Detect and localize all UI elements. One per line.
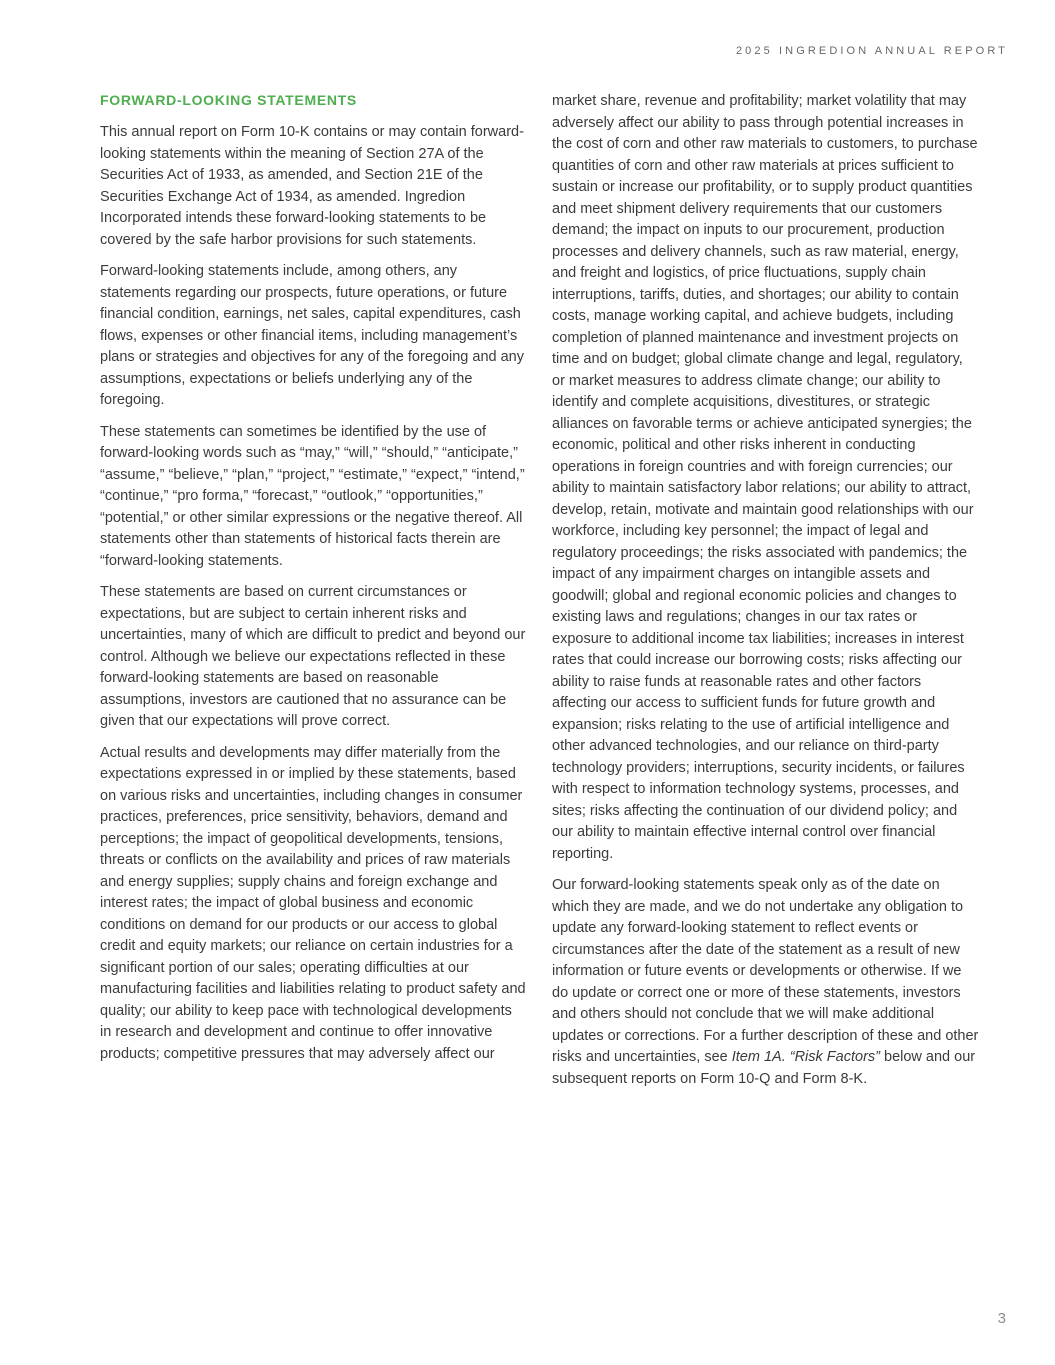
page-number: 3 <box>997 1310 1006 1327</box>
closing-text-pre: Our forward-looking statements speak only as of the date on which they are made, and we do not undertake any obligation to update any forward-looking statement to reflect events or circumstances after the date of the statement as a result of new information or future events or developments or otherwise. If we do update or correct one or more of these statements, investors and others should not conclude that we will make additional updates or corrections. For a further description of these and other risks and uncertainties, see <box>552 877 979 1065</box>
left-paragraph-4: These statements are based on current circumstances or expectations, but are subject to certain inherent risks and uncertainties, many of which are difficult to predict and beyond our control. Although we believe our expectations reflected in these forward-looking statements are based on reasonable assumptions, investors are cautioned that no assurance can be given that our expectations will prove correct. <box>100 584 526 729</box>
left-paragraph-5: Actual results and developments may differ materially from the expectations expressed in or implied by these statements, based on various risks and uncertainties, including changes in consumer practices, preferences, price sensitivity, behaviors, demand and perceptions; the impact of geopolitical developments, tensions, threats or conflicts on the availability and prices of raw materials and energy supplies; supply chains and foreign exchange and interest rates; the impact of global business and economic conditions on demand for our products or our access to global credit and equity markets; our reliance on certain industries for a significant portion of our sales; operating difficulties at our manufacturing facilities and liabilities relating to product safety and quality; our ability to keep pace with technological developments in research and development and continue to offer innovative products; competitive pressures that may adversely affect our <box>100 744 526 1062</box>
closing-text-post: below and our subsequent reports on Form 10-Q and Form 8-K. <box>552 1049 976 1087</box>
right-paragraph-2 <box>552 875 979 1090</box>
left-paragraph-2: Forward-looking statements include, among others, any statements regarding our prospects, future operations, or future financial condition, earnings, net sales, capital expenditures, cash flows, expenses or other financial items, including management’s plans or strategies and objectives for any of the foregoing and any assumptions, expectations or beliefs underlying any of the foregoing. <box>100 263 524 408</box>
closing-text-italic: Item 1A. “Risk Factors” <box>731 1049 880 1065</box>
left-column <box>100 91 527 1090</box>
right-paragraph-1: market share, revenue and profitability; market volatility that may adversely affect our ability to pass through potential increases in the cost of corn and other raw materials to customers, to purchase quantities of corn and other raw materials at prices sufficient to sustain or increase our profitability, or to supply product quantities and meet shipment delivery requirements that our customers demand; the impact on inputs to our procurement, production processes and delivery channels, such as raw material, energy, and freight and logistics, of price fluctuations, supply chain interruptions, tariffs, duties, and shortages; our ability to contain costs, manage working capital, and achieve budgets, including completion of planned maintenance and investment projects on time and on budget; global climate change and legal, regulatory, or market measures to address climate change; our ability to identify and complete acquisitions, divestitures, or strategic alliances on favorable terms or achieve anticipated synergies; the economic, political and other risks inherent in conducting operations in foreign countries and with foreign currencies; our ability to maintain satisfactory labor relations; our ability to attract, develop, retain, motivate and maintain good relationships with our workforce, including key personnel; the impact of legal and regulatory proceedings; the risks associated with pandemics; the impact of any impairment charges on intangible assets and goodwill; global and regional economic policies and changes to existing laws and regulations; changes in our tax rates or exposure to additional income tax liabilities; increases in interest rates that could increase our borrowing costs; risks affecting our ability to raise funds at reasonable rates and other factors affecting our access to sufficient funds for future growth and expansion; risks relating to the use of artificial intelligence and other advanced technologies, and our reliance on third-party technology providers; interruptions, security incidents, or failures with respect to information technology systems, processes, and sites; risks affecting the continuation of our dividend policy; and our ability to maintain effective internal control over financial reporting. <box>552 93 978 862</box>
left-paragraph-1: This annual report on Form 10-K contains or may contain forward-looking statements within the meaning of Section 27A of the Securities Act of 1933, as amended, and Section 21E of the Securities Exchange Act of 1934, as amended. Ingredion Incorporated intends these forward-looking statements to be covered by the safe harbor provisions for such statements. <box>100 124 524 248</box>
section-heading: FORWARD-LOOKING STATEMENTS <box>100 92 357 108</box>
left-paragraph-3: These statements can sometimes be identified by the use of forward-looking words such as “may,” “will,” “should,” “anticipate,” “assume,” “believe,” “plan,” “project,” “estimate,” “expect,” “intend,” “continue,” “pro forma,” “forecast,” “outlook,” “opportunities,” “potential,” or other similar expressions or the negative thereof. All statements other than statements of historical facts therein are “forward-looking statements. <box>100 423 525 569</box>
report-title: 2025 INGREDION ANNUAL REPORT <box>735 45 1008 57</box>
two-column-layout <box>100 91 979 1090</box>
right-column <box>552 91 979 1090</box>
